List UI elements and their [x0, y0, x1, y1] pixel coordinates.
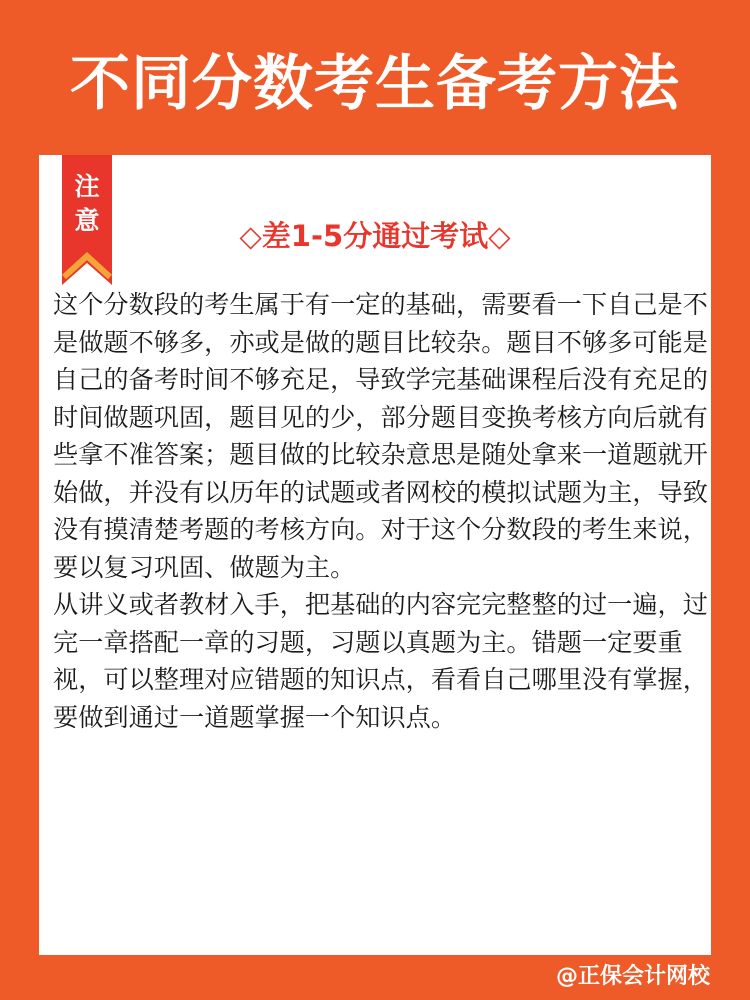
ribbon-char-1: 注	[74, 172, 100, 201]
paragraph-2: 从讲义或者教材入手，把基础的内容完完整整的过一遍，过完一章搭配一章的习题，习题以真题为主。错题一定要重视，可以整理对应错题的知识点，看看自己哪里没有掌握，要做到通过一道题掌握一个知识点。	[53, 590, 708, 732]
page-title: 不同分数考生备考方法	[70, 49, 680, 119]
ribbon-char-2: 意	[74, 206, 100, 235]
section-subtitle: ◇差1-5分通过考试◇	[239, 219, 511, 253]
article-body	[53, 286, 713, 736]
paragraph-1: 这个分数段的考生属于有一定的基础，需要看一下自己是不是做题不够多，亦或是做的题目比较杂。题目不够多可能是自己的备考时间不够充足，导致学完基础课程后没有充足的时间做题巩固，题目见的少，部分题目变换考核方向后就有些拿不准答案；题目做的比较杂意思是随处拿来一道题就开始做，并没有以历年的试题或者网校的模拟试题为主，导致没有摸清楚考题的考核方向。对于这个分数段的考生来说，要以复习巩固、做题为主。	[53, 290, 708, 582]
brand-watermark: @正保会计网校	[555, 964, 710, 989]
